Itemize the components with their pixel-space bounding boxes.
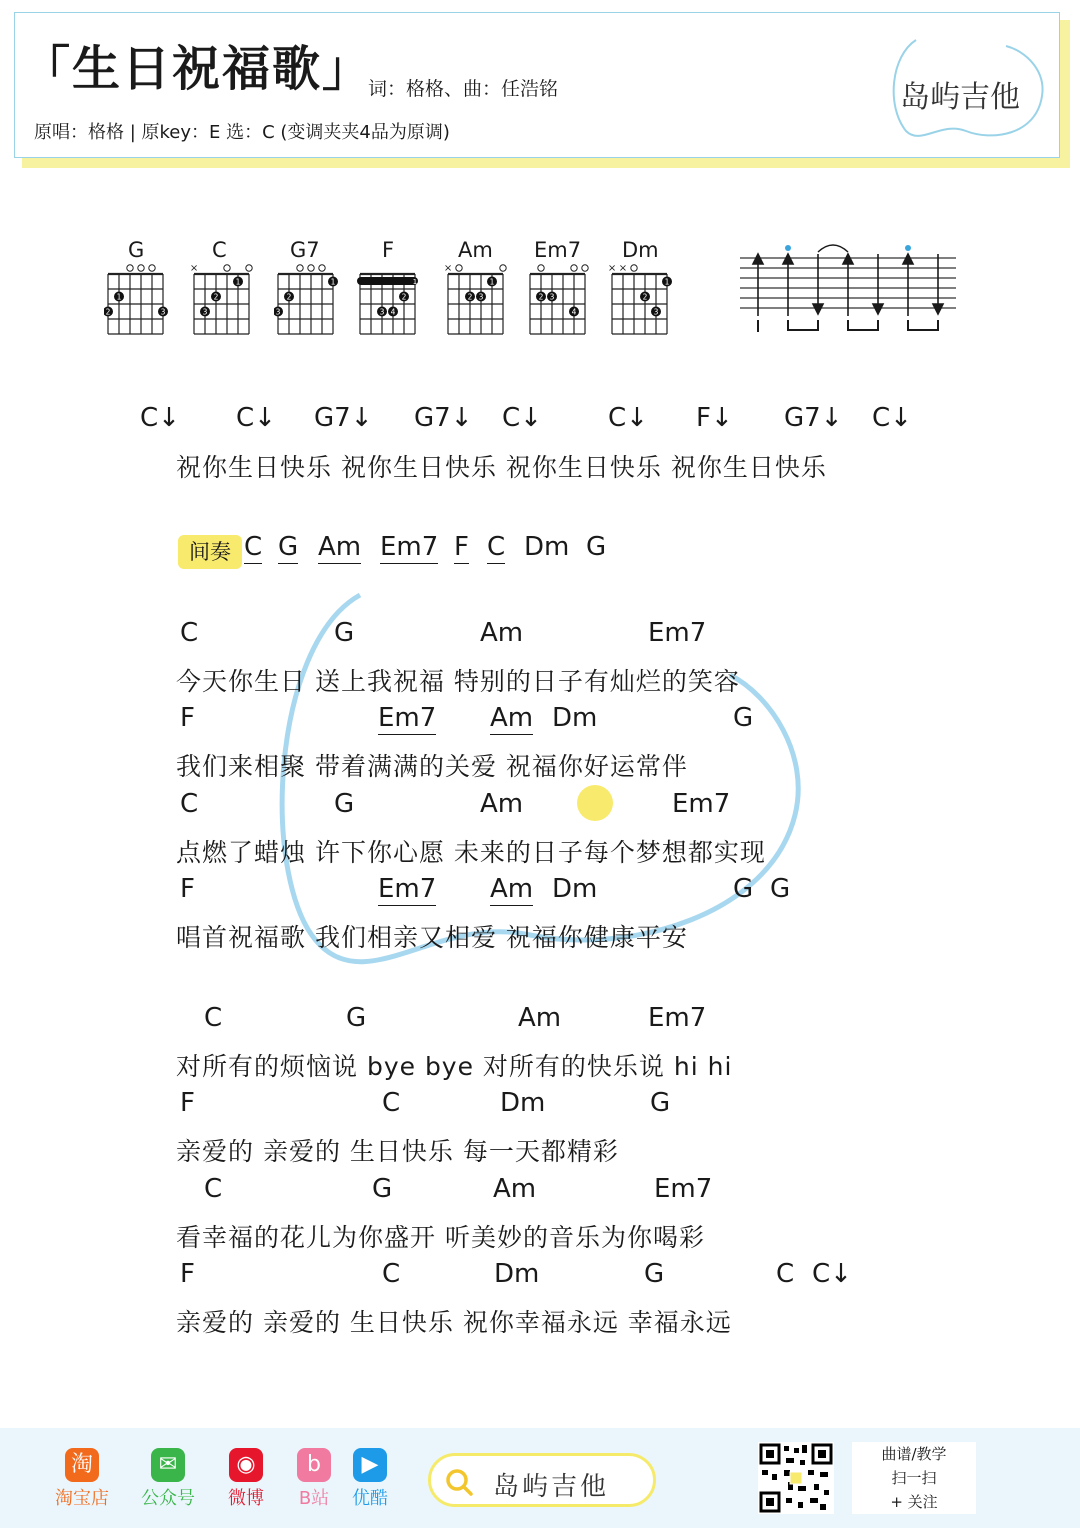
svg-text:1: 1 xyxy=(489,277,495,287)
verse-chord: Am xyxy=(490,874,534,904)
footer-link[interactable] xyxy=(214,1448,278,1510)
qr-caption-line: 扫一扫 xyxy=(891,1469,937,1487)
verse-chord: F xyxy=(180,703,195,733)
footer-link-label: 优酷 xyxy=(352,1488,388,1509)
svg-text:2: 2 xyxy=(467,292,473,302)
chorus-lyric-line: 看幸福的花儿为你盛开 听美妙的音乐为你喝彩 xyxy=(176,1223,705,1252)
footer-link-label: 公众号 xyxy=(141,1488,195,1509)
interlude-chord: G xyxy=(278,532,299,562)
verse-lyric-line: 唱首祝福歌 我们相亲又相爱 祝福你健康平安 xyxy=(176,923,688,952)
svg-text:3: 3 xyxy=(379,307,385,317)
chord-diagram xyxy=(274,260,338,336)
svg-text:2: 2 xyxy=(401,292,407,302)
svg-text:2: 2 xyxy=(286,292,292,302)
svg-text:1: 1 xyxy=(664,277,670,287)
interlude-chord: G xyxy=(586,532,607,562)
footer-link-icon: ◉ xyxy=(229,1448,263,1482)
chord-diagram-name: C xyxy=(212,238,227,262)
verse-chord: Dm xyxy=(552,874,598,904)
verse-chord: G xyxy=(733,703,754,733)
svg-text:2: 2 xyxy=(538,292,544,302)
footer-link-icon: b xyxy=(297,1448,331,1482)
interlude-chord: Dm xyxy=(524,532,570,562)
verse-chord: Am xyxy=(480,618,524,648)
verse-chord: G xyxy=(334,618,355,648)
intro-chord: F↓ xyxy=(696,403,733,433)
footer-bar xyxy=(0,1428,1080,1528)
search-pill[interactable] xyxy=(428,1453,656,1507)
verse-chord: Am xyxy=(480,789,524,819)
chorus-chord: G xyxy=(650,1088,671,1118)
chord-diagram-name: G7 xyxy=(290,238,320,262)
chord-diagram xyxy=(608,260,672,336)
qr-caption-line: 曲谱/教学 xyxy=(881,1445,947,1463)
qr-caption xyxy=(852,1442,976,1514)
chorus-chord: C xyxy=(382,1088,401,1118)
svg-text:3: 3 xyxy=(160,307,166,317)
chorus-chord: F xyxy=(180,1088,195,1118)
svg-text:×: × xyxy=(618,263,628,274)
svg-text:2: 2 xyxy=(213,292,219,302)
verse-chord: G xyxy=(733,874,754,904)
footer-link[interactable] xyxy=(282,1448,346,1510)
svg-text:1: 1 xyxy=(412,278,418,286)
footer-link-label: 淘宝店 xyxy=(55,1488,109,1509)
song-meta: 原唱：格格 | 原key：E 选：C (变调夹夹4品为原调) xyxy=(34,122,450,143)
chorus-chord: Am xyxy=(493,1174,537,1204)
svg-text:2: 2 xyxy=(642,292,648,302)
svg-text:1: 1 xyxy=(330,277,336,287)
footer-link-icon: 淘 xyxy=(65,1448,99,1482)
intro-chord: C↓ xyxy=(236,403,276,433)
footer-link-icon: ▶ xyxy=(353,1448,387,1482)
interlude-chord: C xyxy=(244,532,263,562)
chord-diagram-name: G xyxy=(128,238,145,262)
strum-pattern xyxy=(738,238,958,338)
svg-text:1: 1 xyxy=(116,292,122,302)
svg-text:3: 3 xyxy=(202,307,208,317)
svg-text:3: 3 xyxy=(653,307,659,317)
verse-chord: F xyxy=(180,874,195,904)
intro-chord: C↓ xyxy=(502,403,542,433)
interlude-chord: Em7 xyxy=(380,532,439,562)
verse-chord: C xyxy=(180,789,199,819)
footer-link-label: 微博 xyxy=(228,1488,264,1509)
chorus-chord: F xyxy=(180,1259,195,1289)
chorus-lyric-line: 对所有的烦恼说 bye bye 对所有的快乐说 hi hi xyxy=(176,1052,733,1081)
verse-chord: G xyxy=(334,789,355,819)
intro-chord: C↓ xyxy=(608,403,648,433)
song-credits: 词：格格、曲：任浩铭 xyxy=(368,78,559,100)
verse-chord: C xyxy=(180,618,199,648)
chorus-chord: Em7 xyxy=(648,1003,707,1033)
chorus-chord: Am xyxy=(518,1003,562,1033)
verse-lyric-line: 我们来相聚 带着满满的关爱 祝福你好运常伴 xyxy=(176,752,688,781)
intro-chord: G7↓ xyxy=(784,403,843,433)
svg-text:3: 3 xyxy=(478,292,484,302)
interlude-tag: 间奏 xyxy=(178,535,242,569)
intro-chord: G7↓ xyxy=(314,403,373,433)
chord-diagram-name: F xyxy=(382,238,395,262)
chorus-chord: C xyxy=(776,1259,795,1289)
brand-logo-text: 岛屿吉他 xyxy=(900,80,1020,115)
chorus-chord: C↓ xyxy=(812,1259,852,1289)
svg-text:×: × xyxy=(608,263,617,274)
chord-diagram xyxy=(104,260,168,336)
chorus-chord: Dm xyxy=(500,1088,546,1118)
chorus-chord: Em7 xyxy=(654,1174,713,1204)
chord-diagram-name: Am xyxy=(458,238,493,262)
svg-text:2: 2 xyxy=(105,307,111,317)
verse-chord: Em7 xyxy=(378,703,437,733)
interlude-chord: C xyxy=(487,532,506,562)
svg-text:4: 4 xyxy=(571,307,577,317)
footer-link[interactable] xyxy=(50,1448,114,1510)
chord-diagram xyxy=(356,260,420,336)
intro-chord: C↓ xyxy=(140,403,180,433)
footer-link[interactable] xyxy=(338,1448,402,1510)
interlude-chord: Am xyxy=(318,532,362,562)
verse-lyric-line: 今天你生日 送上我祝福 特别的日子有灿烂的笑容 xyxy=(176,667,740,696)
svg-text:×: × xyxy=(190,263,199,274)
chorus-chord: C xyxy=(204,1174,223,1204)
verse-chord: Em7 xyxy=(648,618,707,648)
svg-text:1: 1 xyxy=(235,277,241,287)
chord-diagram-name: Em7 xyxy=(534,238,582,262)
chord-diagram-name: Dm xyxy=(622,238,659,262)
search-icon xyxy=(443,1466,475,1498)
intro-lyrics: 祝你生日快乐 祝你生日快乐 祝你生日快乐 祝你生日快乐 xyxy=(176,453,827,482)
interlude-chord: F xyxy=(454,532,469,562)
qr-caption-line: + 关注 xyxy=(890,1493,938,1511)
verse-chord: Am xyxy=(490,703,534,733)
chord-diagram xyxy=(444,260,508,336)
svg-text:3: 3 xyxy=(275,307,281,317)
chorus-chord: C xyxy=(382,1259,401,1289)
chorus-chord: Dm xyxy=(494,1259,540,1289)
chorus-chord: G xyxy=(644,1259,665,1289)
verse-lyric-line: 点燃了蜡烛 许下你心愿 未来的日子每个梦想都实现 xyxy=(176,838,766,867)
chord-diagram xyxy=(526,260,590,336)
intro-chord: C↓ xyxy=(872,403,912,433)
chorus-lyric-line: 亲爱的 亲爱的 生日快乐 祝你幸福永远 幸福永远 xyxy=(176,1308,732,1337)
intro-chord: G7↓ xyxy=(414,403,473,433)
footer-link-label: B站 xyxy=(298,1488,330,1509)
svg-text:×: × xyxy=(444,263,453,274)
verse-chord: G xyxy=(770,874,791,904)
song-title: 「生日祝福歌」 xyxy=(22,41,373,97)
svg-text:4: 4 xyxy=(390,307,396,317)
verse-chord: Em7 xyxy=(378,874,437,904)
chorus-chord: G xyxy=(372,1174,393,1204)
footer-link[interactable] xyxy=(136,1448,200,1510)
chord-diagram xyxy=(190,260,254,336)
chorus-chord: G xyxy=(346,1003,367,1033)
chorus-lyric-line: 亲爱的 亲爱的 生日快乐 每一天都精彩 xyxy=(176,1137,619,1166)
verse-chord: Em7 xyxy=(672,789,731,819)
verse-chord: Dm xyxy=(552,703,598,733)
footer-link-icon: ✉ xyxy=(151,1448,185,1482)
search-pill-text: 岛屿吉他 xyxy=(493,1472,610,1502)
svg-text:3: 3 xyxy=(549,292,555,302)
chorus-chord: C xyxy=(204,1003,223,1033)
qr-code-icon[interactable] xyxy=(758,1442,834,1514)
